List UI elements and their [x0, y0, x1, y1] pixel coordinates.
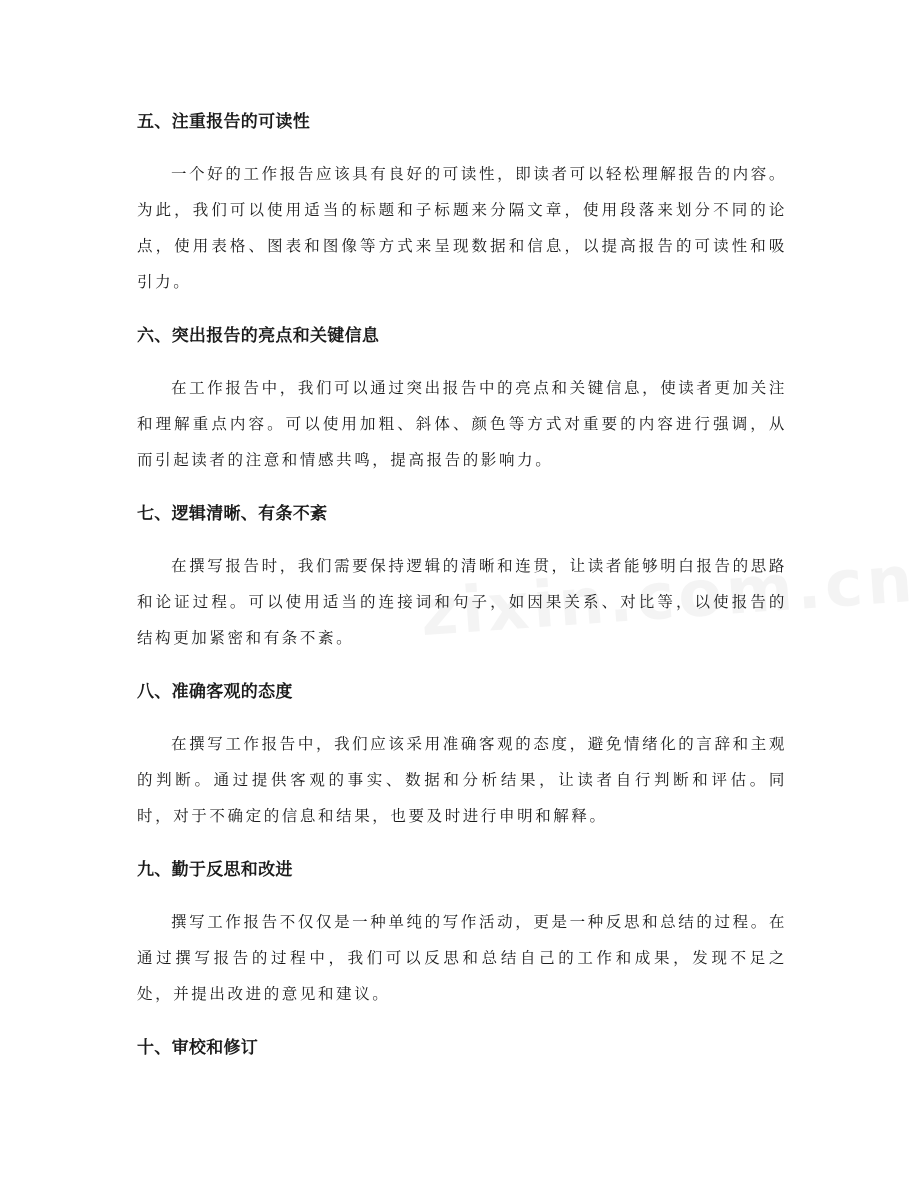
section-8 — [137, 678, 787, 834]
section-5 — [137, 108, 787, 300]
section-heading: 七、逻辑清晰、有条不紊 — [137, 504, 328, 524]
section-10 — [137, 1034, 787, 1062]
section-heading: 九、勤于反思和改进 — [137, 860, 293, 880]
section-paragraph: 一个好的工作报告应该具有良好的可读性，即读者可以轻松理解报告的内容。为此，我们可以使用适当的标题和子标题来分隔文章，使用段落来划分不同的论点，使用表格、图表和图像等方式来呈现数据和信息，以提高报告的可读性和吸引力。 — [137, 165, 787, 291]
section-paragraph: 在工作报告中，我们可以通过突出报告中的亮点和关键信息，使读者更加关注和理解重点内容。可以使用加粗、斜体、颜色等方式对重要的内容进行强调，从而引起读者的注意和情感共鸣，提高报告的影响力。 — [137, 379, 787, 469]
section-7 — [137, 500, 787, 656]
section-paragraph: 在撰写工作报告中，我们应该采用准确客观的态度，避免情绪化的言辞和主观的判断。通过提供客观的事实、数据和分析结果，让读者自行判断和评估。同时，对于不确定的信息和结果，也要及时进行申明和解释。 — [137, 735, 787, 825]
section-heading: 八、准确客观的态度 — [137, 682, 293, 702]
section-heading: 六、突出报告的亮点和关键信息 — [137, 326, 380, 346]
section-paragraph: 在撰写报告时，我们需要保持逻辑的清晰和连贯，让读者能够明白报告的思路和论证过程。可以使用适当的连接词和句子，如因果关系、对比等，以使报告的结构更加紧密和有条不紊。 — [137, 557, 787, 647]
section-9 — [137, 856, 787, 1012]
document-body — [137, 108, 787, 1082]
section-paragraph: 撰写工作报告不仅仅是一种单纯的写作活动，更是一种反思和总结的过程。在通过撰写报告的过程中，我们可以反思和总结自己的工作和成果，发现不足之处，并提出改进的意见和建议。 — [137, 913, 787, 1003]
section-heading: 十、审校和修订 — [137, 1038, 259, 1058]
section-6 — [137, 322, 787, 478]
section-heading: 五、注重报告的可读性 — [137, 112, 310, 132]
